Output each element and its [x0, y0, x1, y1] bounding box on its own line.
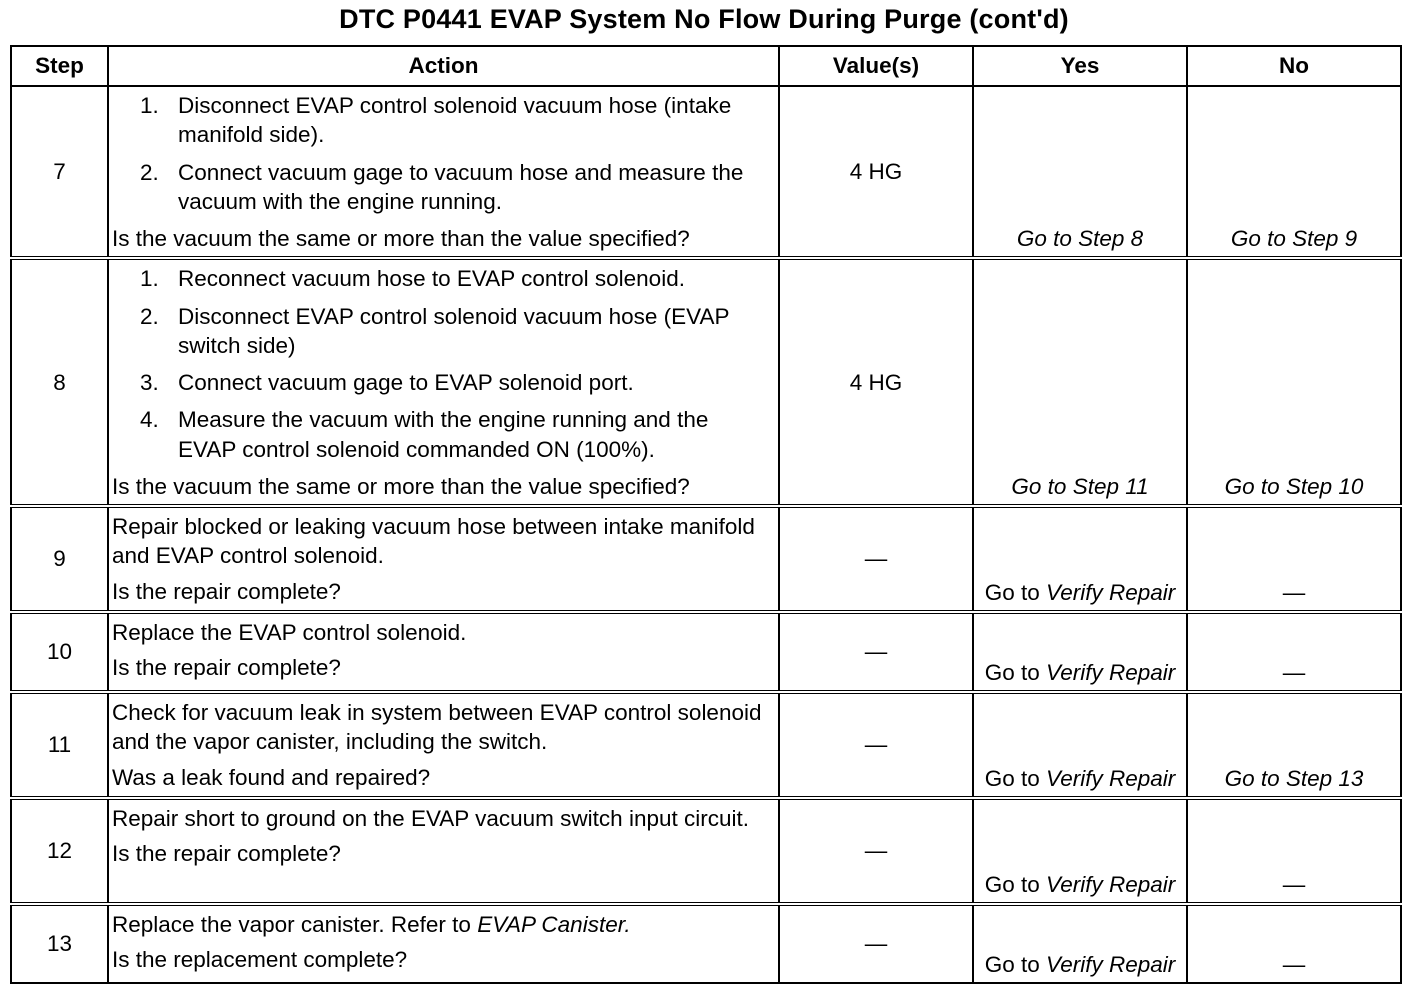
header-no: No	[1187, 46, 1401, 86]
action-text: Repair short to ground on the EVAP vacuum switch input circuit.	[112, 806, 749, 831]
action-step-text: Disconnect EVAP control solenoid vacuum hose (intake manifold side).	[178, 93, 732, 148]
yes-prefix: Go to	[984, 579, 1040, 605]
table-row	[11, 798, 1401, 904]
table-row	[11, 904, 1401, 983]
action-question: Is the vacuum the same or more than the value specified?	[112, 473, 690, 499]
value-cell: 4 HG	[779, 86, 973, 258]
action-cell	[108, 798, 779, 904]
action-step-text: Reconnect vacuum hose to EVAP control solenoid.	[178, 266, 685, 292]
value-cell: —	[779, 798, 973, 904]
table-row	[11, 258, 1401, 506]
yes-cell	[973, 904, 1187, 983]
action-step	[140, 368, 772, 397]
header-row	[11, 46, 1401, 86]
table-row	[11, 506, 1401, 612]
yes-cell	[973, 612, 1187, 692]
header-values: Value(s)	[779, 46, 973, 86]
action-step-text: Connect vacuum gage to EVAP solenoid port.	[178, 370, 634, 395]
step-number: 13	[11, 904, 108, 983]
verify-repair-link[interactable]: Verify Repair	[1046, 659, 1176, 685]
action-text: Check for vacuum leak in system between EVAP control solenoid and the vapor canister, including the switch.	[112, 700, 762, 755]
yes-prefix: Go to	[984, 765, 1040, 791]
action-step	[140, 264, 772, 293]
evap-canister-link[interactable]: EVAP Canister.	[477, 912, 631, 937]
step-number: 12	[11, 798, 108, 904]
action-question: Is the repair complete?	[112, 578, 341, 604]
action-steps	[112, 264, 772, 464]
header-yes: Yes	[973, 46, 1187, 86]
verify-repair-link[interactable]: Verify Repair	[1046, 765, 1176, 791]
action-cell	[108, 904, 779, 983]
no-cell: Go to Step 9	[1187, 86, 1401, 258]
action-text: Replace the EVAP control solenoid.	[112, 620, 467, 645]
step-number: 10	[11, 612, 108, 692]
yes-prefix: Go to	[984, 871, 1040, 897]
action-step-number: 1.	[140, 93, 159, 118]
action-step	[140, 91, 772, 150]
table-row	[11, 692, 1401, 798]
step-number: 7	[11, 86, 108, 258]
action-question: Was a leak found and repaired?	[112, 764, 431, 790]
step-number: 11	[11, 692, 108, 798]
action-text: Repair blocked or leaking vacuum hose between intake manifold and EVAP control solenoid.	[112, 514, 755, 569]
action-step	[140, 405, 772, 464]
action-step-number: 1.	[140, 266, 159, 292]
action-step	[140, 302, 772, 361]
value-cell: —	[779, 904, 973, 983]
yes-cell: Go to Step 11	[973, 258, 1187, 506]
action-cell	[108, 506, 779, 612]
action-question: Is the repair complete?	[112, 841, 341, 867]
action-question: Is the repair complete?	[112, 655, 341, 681]
verify-repair-link[interactable]: Verify Repair	[1046, 871, 1176, 897]
yes-prefix: Go to	[984, 659, 1040, 685]
no-cell: —	[1187, 612, 1401, 692]
header-step: Step	[11, 46, 108, 86]
value-cell: 4 HG	[779, 258, 973, 506]
action-step-text: Disconnect EVAP control solenoid vacuum hose (EVAP switch side)	[178, 303, 730, 358]
value-cell: —	[779, 612, 973, 692]
no-cell: —	[1187, 798, 1401, 904]
action-step-number: 3.	[140, 370, 159, 395]
action-cell	[108, 692, 779, 798]
diagnostic-table	[10, 45, 1402, 984]
action-step-text: Measure the vacuum with the engine running and the EVAP control solenoid commanded ON (100%).	[178, 407, 709, 462]
no-cell: Go to Step 13	[1187, 692, 1401, 798]
yes-cell	[973, 798, 1187, 904]
value-cell: —	[779, 692, 973, 798]
action-cell	[108, 258, 779, 506]
no-cell: —	[1187, 506, 1401, 612]
yes-cell	[973, 692, 1187, 798]
yes-cell	[973, 506, 1187, 612]
step-number: 8	[11, 258, 108, 506]
page-title: DTC P0441 EVAP System No Flow During Purge (cont'd)	[339, 4, 1069, 34]
action-step-number: 2.	[140, 303, 159, 329]
action-question: Is the vacuum the same or more than the value specified?	[112, 226, 690, 251]
step-number: 9	[11, 506, 108, 612]
action-steps	[112, 91, 772, 216]
no-cell: Go to Step 10	[1187, 258, 1401, 506]
value-cell: —	[779, 506, 973, 612]
action-step-text: Connect vacuum gage to vacuum hose and measure the vacuum with the engine running.	[178, 159, 744, 214]
action-question: Is the replacement complete?	[112, 947, 408, 973]
action-text-prefix: Replace the vapor canister. Refer to	[112, 912, 471, 937]
action-step-number: 4.	[140, 407, 159, 433]
yes-prefix: Go to	[984, 951, 1040, 977]
action-step	[140, 158, 772, 217]
no-cell: —	[1187, 904, 1401, 983]
verify-repair-link[interactable]: Verify Repair	[1046, 951, 1176, 977]
action-text	[112, 910, 772, 939]
action-step-number: 2.	[140, 159, 159, 185]
table-row	[11, 86, 1401, 258]
table-row	[11, 612, 1401, 692]
action-cell	[108, 86, 779, 258]
yes-cell: Go to Step 8	[973, 86, 1187, 258]
verify-repair-link[interactable]: Verify Repair	[1046, 579, 1176, 605]
header-action: Action	[108, 46, 779, 86]
action-cell	[108, 612, 779, 692]
